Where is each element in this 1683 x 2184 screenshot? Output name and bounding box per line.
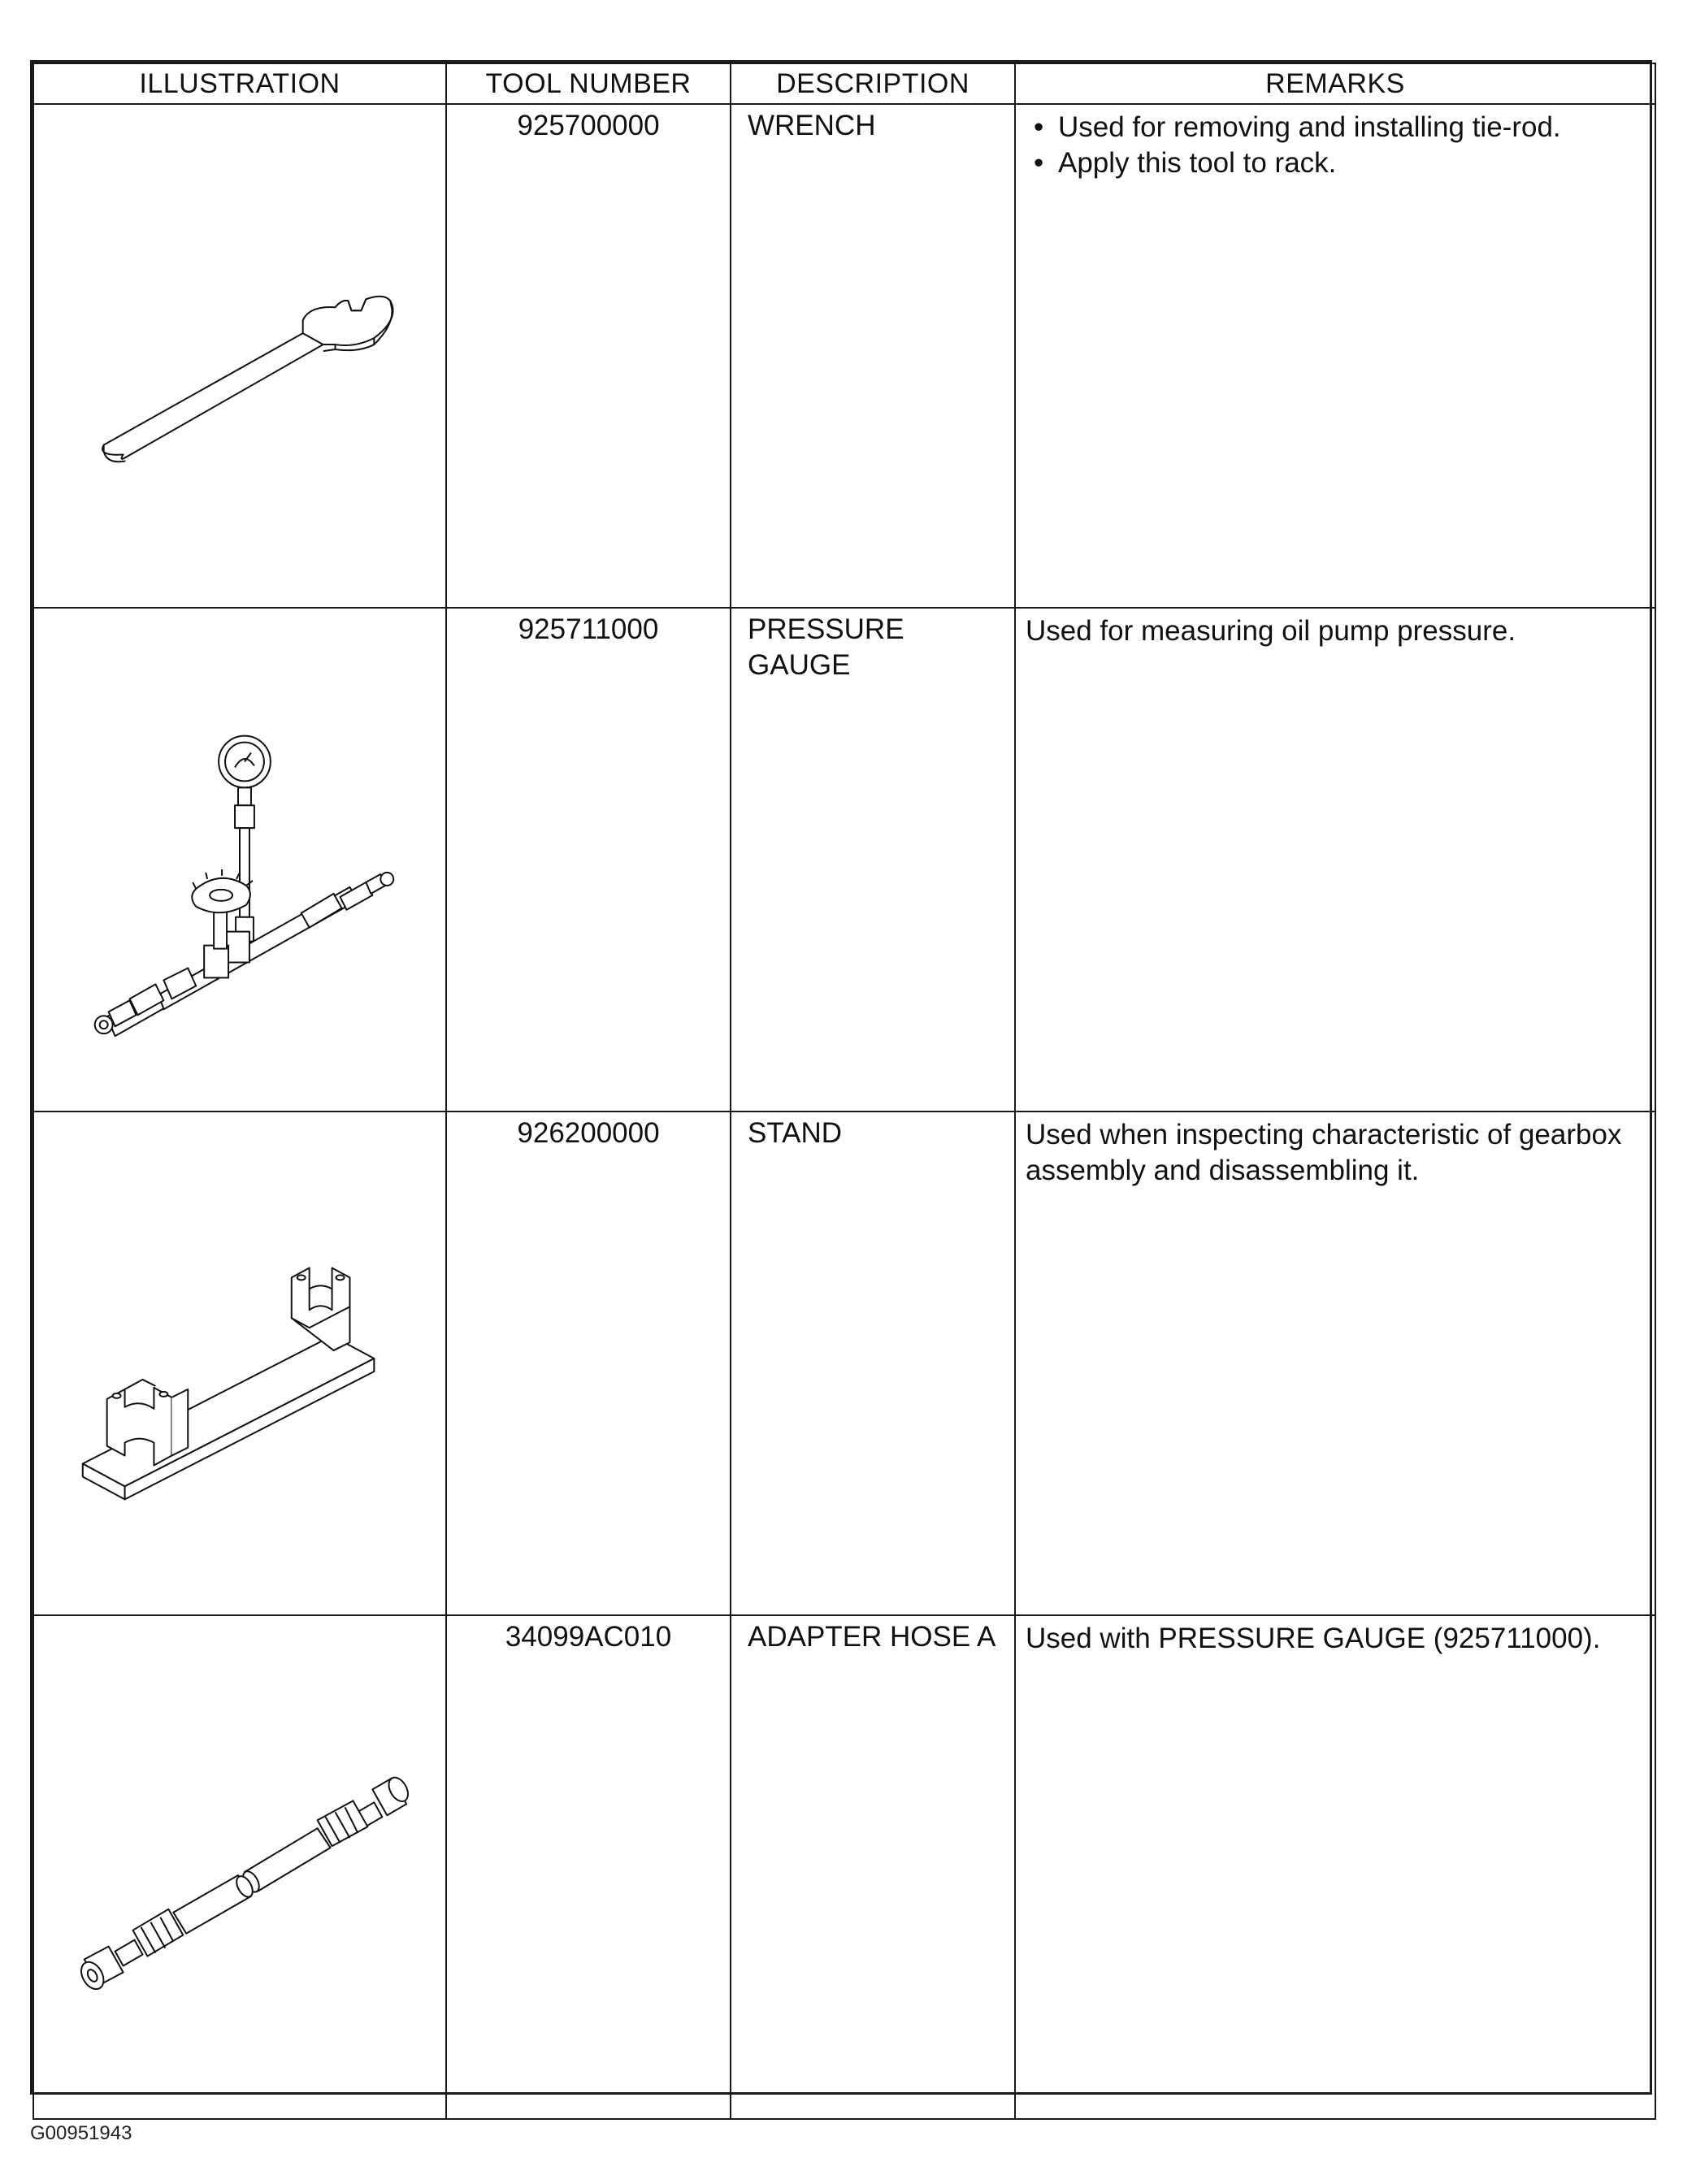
remark-text: Used for measuring oil pump pressure.: [1026, 615, 1516, 647]
adapter-hose-icon: [34, 1616, 445, 2118]
stand-icon: [34, 1112, 445, 1614]
header-tool-number: TOOL NUMBER: [446, 63, 731, 104]
illustration-cell: [33, 104, 446, 608]
table-row: [33, 104, 1655, 608]
pressure-gauge-icon: [34, 609, 445, 1111]
remark-item: • Apply this tool to rack.: [1026, 145, 1646, 181]
table-row: [33, 608, 1655, 1112]
tool-number-cell: 34099AC010: [446, 1615, 731, 2119]
tool-number-cell: 926200000: [446, 1112, 731, 1615]
tool-number-cell: 925711000: [446, 608, 731, 1112]
wrench-icon: [34, 105, 445, 607]
remarks-cell: [1015, 608, 1655, 1112]
description-cell: ADAPTER HOSE A: [731, 1615, 1015, 2119]
remark-text: Used when inspecting characteristic of gearbox assembly and disassembling it.: [1026, 1119, 1622, 1186]
remarks-cell: [1015, 104, 1655, 608]
remarks-cell: [1015, 1615, 1655, 2119]
remark-text: Used with PRESSURE GAUGE (925711000).: [1026, 1623, 1601, 1654]
remarks-cell: [1015, 1112, 1655, 1615]
illustration-cell: [33, 1615, 446, 2119]
header-remarks: REMARKS: [1015, 63, 1655, 104]
special-tools-table-frame: [30, 60, 1652, 2095]
remark-item: • Used for removing and installing tie-rod.: [1026, 110, 1646, 145]
description-cell: STAND: [731, 1112, 1015, 1615]
table-header-row: [33, 63, 1655, 104]
table-row: [33, 1112, 1655, 1615]
illustration-cell: [33, 1112, 446, 1615]
remarks-list: [1026, 110, 1646, 181]
description-cell: PRESSURE GAUGE: [731, 608, 1015, 1112]
special-tools-table: [33, 63, 1656, 2120]
header-illustration: ILLUSTRATION: [33, 63, 446, 104]
description-cell: WRENCH: [731, 104, 1015, 608]
table-row: [33, 1615, 1655, 2119]
header-description: DESCRIPTION: [731, 63, 1015, 104]
figure-code: G00951943: [30, 2122, 132, 2144]
tool-number-cell: 925700000: [446, 104, 731, 608]
illustration-cell: [33, 608, 446, 1112]
